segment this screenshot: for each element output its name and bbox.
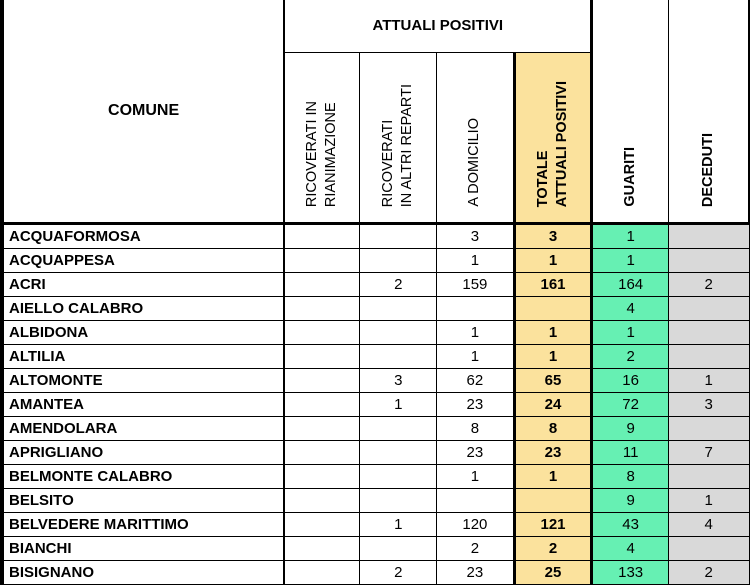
totale-header: TOTALE ATTUALI POSITIVI xyxy=(514,52,592,222)
totale-cell: 2 xyxy=(514,537,592,561)
guariti-header: GUARITI xyxy=(592,0,669,222)
table-row xyxy=(2,417,749,441)
domicilio-cell: 23 xyxy=(437,441,515,465)
guariti-cell: 1 xyxy=(592,249,669,273)
domicilio-cell: 1 xyxy=(437,321,515,345)
guariti-cell: 43 xyxy=(592,513,669,537)
totale-cell: 8 xyxy=(514,417,592,441)
altri-reparti-cell: 2 xyxy=(360,561,437,585)
comune-cell: ACQUAPPESA xyxy=(2,249,284,273)
guariti-cell: 72 xyxy=(592,393,669,417)
altri-reparti-cell xyxy=(360,417,437,441)
table-row xyxy=(2,345,749,369)
deceduti-cell: 1 xyxy=(668,489,749,513)
domicilio-cell: 8 xyxy=(437,417,515,441)
guariti-cell: 4 xyxy=(592,537,669,561)
rianimazione-cell xyxy=(284,369,360,393)
comune-cell: BISIGNANO xyxy=(2,561,284,585)
rianimazione-cell xyxy=(284,465,360,489)
guariti-cell: 164 xyxy=(592,273,669,297)
totale-cell: 25 xyxy=(514,561,592,585)
altri-reparti-cell xyxy=(360,537,437,561)
altri-reparti-cell: 3 xyxy=(360,369,437,393)
table-row xyxy=(2,273,749,297)
rianimazione-cell xyxy=(284,249,360,273)
altri-reparti-cell: 2 xyxy=(360,273,437,297)
deceduti-cell xyxy=(668,224,749,249)
rianimazione-cell xyxy=(284,561,360,585)
comune-header: COMUNE xyxy=(2,0,284,222)
rianimazione-cell xyxy=(284,537,360,561)
totale-cell: 65 xyxy=(514,369,592,393)
comune-cell: BELSITO xyxy=(2,489,284,513)
guariti-cell: 9 xyxy=(592,417,669,441)
table-row xyxy=(2,393,749,417)
deceduti-cell: 2 xyxy=(668,561,749,585)
table-row xyxy=(2,224,749,249)
altri-reparti-cell xyxy=(360,441,437,465)
totale-cell xyxy=(514,489,592,513)
altri-reparti-cell xyxy=(360,465,437,489)
altri-reparti-cell xyxy=(360,224,437,249)
guariti-cell: 11 xyxy=(592,441,669,465)
guariti-cell: 133 xyxy=(592,561,669,585)
guariti-cell: 9 xyxy=(592,489,669,513)
altri-reparti-header: RICOVERATI IN ALTRI REPARTI xyxy=(360,52,437,222)
table-row xyxy=(2,249,749,273)
altri-reparti-cell xyxy=(360,297,437,321)
domicilio-cell: 1 xyxy=(437,465,515,489)
totale-cell: 3 xyxy=(514,224,592,249)
domicilio-cell: 62 xyxy=(437,369,515,393)
totale-cell: 1 xyxy=(514,465,592,489)
rianimazione-cell xyxy=(284,297,360,321)
comune-cell: AIELLO CALABRO xyxy=(2,297,284,321)
deceduti-cell xyxy=(668,249,749,273)
table-row xyxy=(2,465,749,489)
rianimazione-cell xyxy=(284,441,360,465)
domicilio-cell: 1 xyxy=(437,345,515,369)
comune-cell: ALBIDONA xyxy=(2,321,284,345)
altri-reparti-cell xyxy=(360,321,437,345)
domicilio-cell: 3 xyxy=(437,224,515,249)
totale-cell: 24 xyxy=(514,393,592,417)
deceduti-cell xyxy=(668,417,749,441)
domicilio-cell: 23 xyxy=(437,561,515,585)
deceduti-cell: 4 xyxy=(668,513,749,537)
rianimazione-cell xyxy=(284,273,360,297)
deceduti-cell xyxy=(668,297,749,321)
comune-cell: ACRI xyxy=(2,273,284,297)
deceduti-header: DECEDUTI xyxy=(668,0,749,222)
comune-cell: ALTOMONTE xyxy=(2,369,284,393)
totale-cell: 1 xyxy=(514,321,592,345)
guariti-cell: 2 xyxy=(592,345,669,369)
guariti-cell: 16 xyxy=(592,369,669,393)
rianimazione-cell xyxy=(284,393,360,417)
comune-cell: APRIGLIANO xyxy=(2,441,284,465)
table-row xyxy=(2,369,749,393)
rianimazione-cell xyxy=(284,513,360,537)
guariti-cell: 8 xyxy=(592,465,669,489)
rianimazione-cell xyxy=(284,417,360,441)
table-row xyxy=(2,441,749,465)
deceduti-cell: 3 xyxy=(668,393,749,417)
table-row xyxy=(2,297,749,321)
rianimazione-cell xyxy=(284,224,360,249)
comune-cell: BELVEDERE MARITTIMO xyxy=(2,513,284,537)
altri-reparti-cell xyxy=(360,345,437,369)
table-row xyxy=(2,513,749,537)
comune-cell: AMENDOLARA xyxy=(2,417,284,441)
altri-reparti-cell xyxy=(360,489,437,513)
attuali-positivi-header: ATTUALI POSITIVI xyxy=(284,0,592,52)
domicilio-cell: 120 xyxy=(437,513,515,537)
deceduti-cell xyxy=(668,537,749,561)
totale-cell xyxy=(514,297,592,321)
rianimazione-header: RICOVERATI IN RIANIMAZIONE xyxy=(284,52,360,222)
domicilio-header: A DOMICILIO xyxy=(437,52,515,222)
comune-cell: BIANCHI xyxy=(2,537,284,561)
deceduti-cell xyxy=(668,345,749,369)
deceduti-cell: 1 xyxy=(668,369,749,393)
table-row xyxy=(2,321,749,345)
totale-cell: 161 xyxy=(514,273,592,297)
rianimazione-cell xyxy=(284,489,360,513)
deceduti-cell: 2 xyxy=(668,273,749,297)
rianimazione-cell xyxy=(284,321,360,345)
table-row xyxy=(2,537,749,561)
domicilio-cell: 23 xyxy=(437,393,515,417)
totale-cell: 1 xyxy=(514,345,592,369)
altri-reparti-cell: 1 xyxy=(360,513,437,537)
guariti-cell: 1 xyxy=(592,224,669,249)
comune-cell: ALTILIA xyxy=(2,345,284,369)
domicilio-cell xyxy=(437,297,515,321)
table-row xyxy=(2,561,749,585)
deceduti-cell xyxy=(668,321,749,345)
domicilio-cell: 1 xyxy=(437,249,515,273)
totale-cell: 121 xyxy=(514,513,592,537)
guariti-cell: 1 xyxy=(592,321,669,345)
rianimazione-cell xyxy=(284,345,360,369)
totale-cell: 23 xyxy=(514,441,592,465)
comune-cell: ACQUAFORMOSA xyxy=(2,224,284,249)
comune-cell: AMANTEA xyxy=(2,393,284,417)
altri-reparti-cell: 1 xyxy=(360,393,437,417)
domicilio-cell: 159 xyxy=(437,273,515,297)
altri-reparti-cell xyxy=(360,249,437,273)
domicilio-cell: 2 xyxy=(437,537,515,561)
domicilio-cell xyxy=(437,489,515,513)
deceduti-cell xyxy=(668,465,749,489)
comune-cell: BELMONTE CALABRO xyxy=(2,465,284,489)
totale-cell: 1 xyxy=(514,249,592,273)
table-row xyxy=(2,489,749,513)
deceduti-cell: 7 xyxy=(668,441,749,465)
guariti-cell: 4 xyxy=(592,297,669,321)
